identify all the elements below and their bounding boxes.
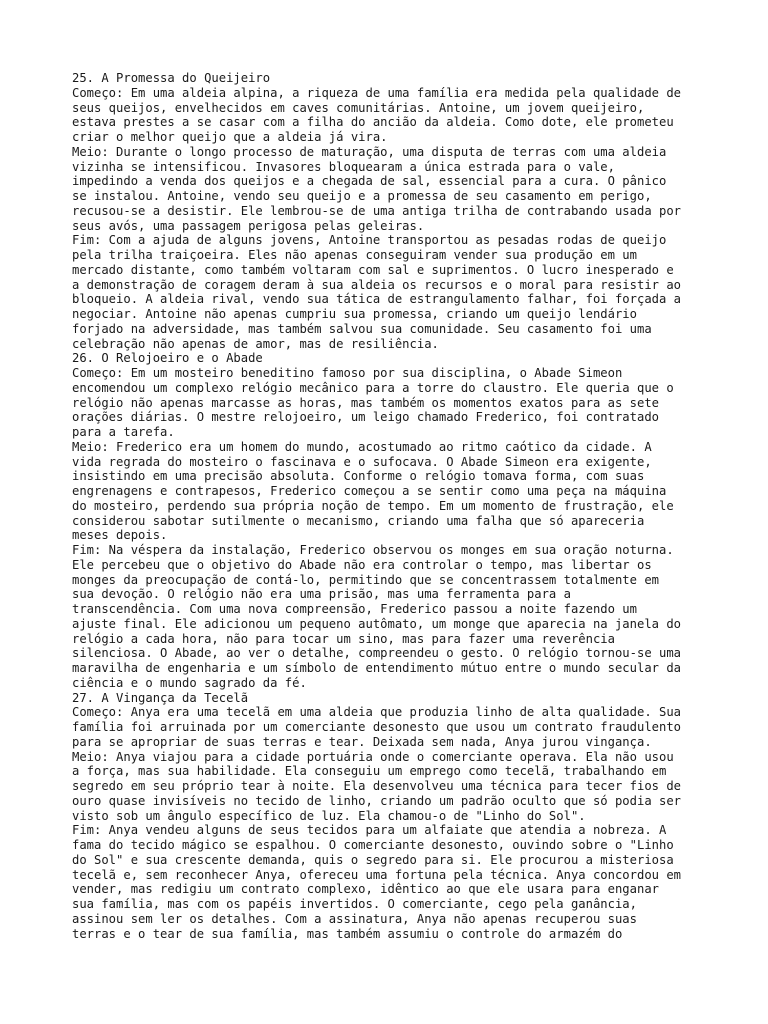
- text-line: tecelã e, sem reconhecer Anya, ofereceu uma fortuna pela técnica. Anya concordou em: [72, 867, 682, 882]
- text-line: Fim: Anya vendeu alguns de seus tecidos para um alfaiate que atendia a nobreza. A: [72, 823, 667, 838]
- text-line: terras e o tear de sua família, mas também assumiu o controle do armazém do: [72, 926, 623, 941]
- text-line: engrenagens e contrapesos, Frederico começou a se sentir como uma peça na máquina: [72, 484, 667, 498]
- text-line: Meio: Anya viajou para a cidade portuária onde o comerciante operava. Ela não usou: [72, 749, 674, 764]
- text-line: segredo em seu próprio tear à noite. Ela desenvolveu uma técnica para tecer fios de: [72, 779, 682, 793]
- text-line: maravilha de engenharia e um símbolo de entendimento mútuo entre o mundo secular da: [72, 661, 682, 675]
- text-line: Fim: Com a ajuda de alguns jovens, Antoine transportou as pesadas rodas de queijo: [72, 233, 667, 248]
- text-line: transcendência. Com uma nova compreensão, Frederico passou a noite fazendo um: [72, 602, 637, 616]
- text-line: Começo: Em uma aldeia alpina, a riqueza de uma família era medida pela qualidade de: [72, 85, 682, 100]
- text-line: monges da preocupação de contá-lo, permitindo que se concentrassem totalmente em: [72, 572, 659, 587]
- text-line: 25. A Promessa do Queijeiro: [72, 71, 271, 85]
- text-line: encomendou um complexo relógio mecânico para a torre do claustro. Ele queria que o: [72, 380, 674, 395]
- text-line: a demonstração de coragem deram à sua aldeia os recursos e o moral para resistir ao: [72, 277, 682, 292]
- document-page: [72, 71, 712, 941]
- text-line: sua devoção. O relógio não era uma prisão, mas uma ferramenta para a: [72, 587, 571, 602]
- text-line: Fim: Na véspera da instalação, Frederico observou os monges em sua oração noturna.: [72, 543, 674, 557]
- text-line: do mosteiro, perdendo sua própria noção de tempo. Em um momento de frustração, ele: [72, 498, 674, 513]
- text-line: seus queijos, envelhecidos em caves comunitárias. Antoine, um jovem queijeiro,: [72, 100, 645, 115]
- text-line: insistindo em uma precisão absoluta. Conforme o relógio tomava forma, com suas: [72, 469, 645, 484]
- text-line: Começo: Em um mosteiro beneditino famoso por sua disciplina, o Abade Simeon: [72, 366, 623, 380]
- text-line: negociar. Antoine não apenas cumpriu sua promessa, criando um queijo lendário: [72, 307, 637, 321]
- text-line: impedindo a venda dos queijos e a chegada de sal, essencial para a cura. O pânico: [72, 174, 667, 189]
- text-line: considerou sabotar sutilmente o mecanismo, criando uma falha que só apareceria: [72, 513, 645, 528]
- text-line: silenciosa. O Abade, ao ver o detalhe, compreendeu o gesto. O relógio tornou-se uma: [72, 646, 682, 661]
- text-line: se instalou. Antoine, vendo seu queijo e a promessa de seu casamento em perigo,: [72, 189, 652, 203]
- text-line: 26. O Relojoeiro e o Abade: [72, 351, 263, 366]
- text-line: relógio não apenas marcasse as horas, mas também os momentos exatos para as sete: [72, 395, 659, 410]
- text-line: ouro quase invisíveis no tecido de linho, criando um padrão oculto que só podia ser: [72, 793, 682, 808]
- text-line: para se apropriar de suas terras e tear. Deixada sem nada, Anya jurou vingança.: [72, 734, 652, 749]
- text-line: Começo: Anya era uma tecelã em uma aldeia que produzia linho de alta qualidade. Sua: [72, 705, 682, 720]
- text-line: família foi arruinada por um comerciante desonesto que usou um contrato fraudulento: [72, 720, 682, 734]
- text-line: ciência e o mundo sagrado da fé.: [72, 675, 307, 690]
- text-line: forjado na adversidade, mas também salvou sua comunidade. Seu casamento foi uma: [72, 321, 652, 336]
- text-line: assinou sem ler os detalhes. Com a assinatura, Anya não apenas recuperou suas: [72, 911, 637, 926]
- text-line: vida regrada do mosteiro o fascinava e o sufocava. O Abade Simeon era exigente,: [72, 454, 652, 469]
- text-line: fama do tecido mágico se espalhou. O comerciante desonesto, ouvindo sobre o "Linho: [72, 838, 674, 852]
- text-line: do Sol" e sua crescente demanda, quis o segredo para si. Ele procurou a misteriosa: [72, 852, 674, 867]
- text-line: a força, mas sua habilidade. Ela conseguiu um emprego como tecelã, trabalhando em: [72, 764, 667, 779]
- text-line: ajuste final. Ele adicionou um pequeno autômato, um monge que aparecia na janela do: [72, 616, 682, 631]
- text-line: seus avós, uma passagem perigosa pelas geleiras.: [72, 218, 425, 233]
- text-line: orações diárias. O mestre relojoeiro, um leigo chamado Frederico, foi contratado: [72, 410, 659, 425]
- text-line: criar o melhor queijo que a aldeia já vira.: [72, 130, 388, 144]
- text-line: mercado distante, como também voltaram com sal e suprimentos. O lucro inesperado e: [72, 262, 674, 277]
- text-line: sua família, mas com os papéis invertidos. O comerciante, cego pela ganância,: [72, 897, 637, 911]
- text-line: recusou-se a desistir. Ele lembrou-se de uma antiga trilha de contrabando usada por: [72, 203, 682, 218]
- text-line: Meio: Durante o longo processo de maturação, uma disputa de terras com uma aldeia: [72, 144, 667, 159]
- text-line: para a tarefa.: [72, 425, 175, 439]
- text-line: vender, mas redigiu um contrato complexo, idêntico ao que ele usara para enganar: [72, 882, 659, 897]
- text-line: Meio: Frederico era um homem do mundo, acostumado ao ritmo caótico da cidade. A: [72, 439, 652, 454]
- text-line: Ele percebeu que o objetivo do Abade não era controlar o tempo, mas libertar os: [72, 557, 652, 572]
- text-line: visto sob um ângulo específico de luz. Ela chamou-o de "Linho do Sol".: [72, 808, 586, 823]
- text-line: meses depois.: [72, 528, 168, 543]
- text-line: bloqueio. A aldeia rival, vendo sua tática de estrangulamento falhar, foi forçada a: [72, 292, 682, 307]
- text-line: pela trilha traiçoeira. Eles não apenas conseguiram vender sua produção em um: [72, 248, 637, 262]
- text-line: 27. A Vingança da Tecelã: [72, 690, 249, 705]
- text-line: relógio a cada hora, não para tocar um sino, mas para fazer uma reverência: [72, 631, 615, 646]
- text-line: vizinha se intensificou. Invasores bloquearam a única estrada para o vale,: [72, 159, 615, 174]
- text-line: estava prestes a se casar com a filha do ancião da aldeia. Como dote, ele prometeu: [72, 115, 674, 130]
- text-line: celebração não apenas de amor, mas de resiliência.: [72, 336, 439, 351]
